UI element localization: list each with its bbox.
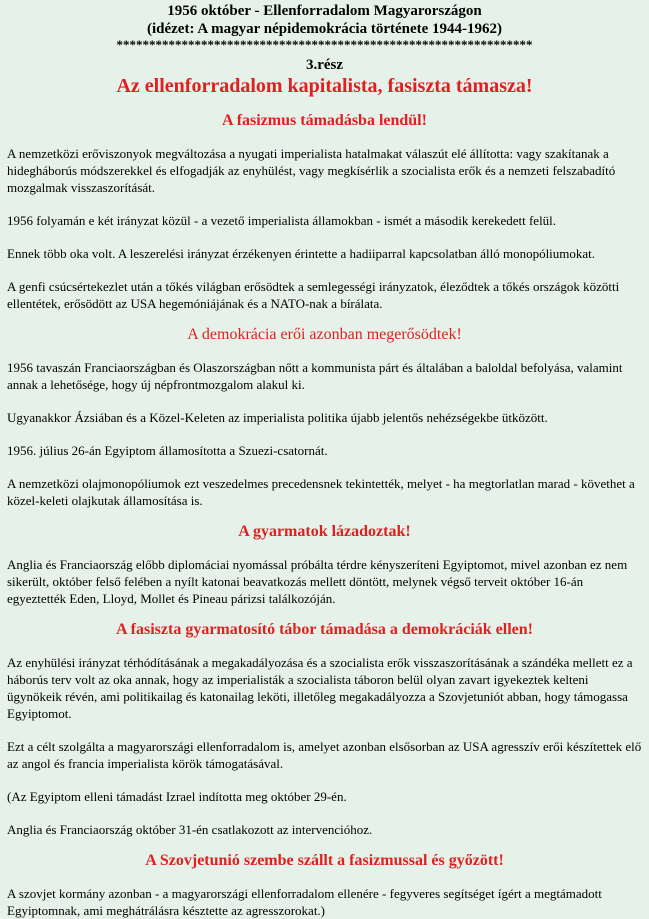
paragraph: Anglia és Franciaország október 31-én csatlakozott az intervencióhoz. (7, 822, 373, 837)
paragraph: Ezt a célt szolgálta a magyarországi ellenforradalom is, amelyet azonban elsősorban az USA agresszív erői készítettek elő az angol és francia imperialista körök támogatásával. (7, 739, 642, 771)
paragraph: Ugyanakkor Ázsiában és a Közel-Keleten az imperialista politika újabb jelentős nehézségekbe ütközött. (7, 410, 548, 425)
paragraph: Az enyhülési irányzat térhódításának a megakadályozása és a szocialista erők visszaszorításának a szándéka mellett ez a háborús terv volt az oka annak, hogy az imperialisták a szocialista táboron belül olyan zavart igyekeztek kelteni ügynökeik révén, ami politikailag és katonailag leköti, illetőleg megakadályozza a Szovjetuniót abban, hogy támogassa Egyiptomot. (7, 655, 633, 721)
paragraph: 1956. július 26-án Egyiptom államosította a Szuezi-csatornát. (7, 443, 328, 458)
section-heading: A gyarmatok lázadoztak! (238, 523, 411, 540)
paragraph: Ennek több oka volt. A leszerelési irányzat érzékenyen érintette a hadiiparral kapcsolatban álló monopóliumokat. (7, 246, 596, 261)
main-title: Az ellenforradalom kapitalista, fasiszta támasza! (116, 75, 533, 97)
part-label: 3.rész (305, 57, 344, 73)
paragraph: A genfi csúcsértekezlet után a tőkés világban erősödtek a semlegességi irányzatok, éleződtek a tőkés országok közötti ellentétek, erősödött az USA hegemóniájának és a NATO-nak a bírálata. (7, 279, 620, 311)
section-heading: A fasizmus támadásba lendül! (222, 112, 427, 129)
separator-stars: **************************************************************** (116, 38, 533, 51)
paragraph: (Az Egyiptom elleni támadást Izrael indította meg október 29-én. (7, 789, 347, 804)
paragraph: A szovjet kormány azonban - a magyarországi ellenforradalom ellenére - fegyveres segítséget ígért a megtámadott Egyiptomnak, ami meghátrálásra késztette az agresszorokat.) (7, 886, 602, 918)
paragraph: 1956 tavaszán Franciaországban és Olaszországban nőtt a kommunista párt és általában a baloldal befolyása, valamint annak a lehetősége, hogy új népfrontmozgalom alakul ki. (7, 360, 623, 392)
paragraph: Anglia és Franciaország előbb diplomáciai nyomással próbálta térdre kényszeríteni Egyiptomot, mivel azonban ez nem sikerült, október felső felében a nyílt katonai beavatkozás mellett döntött, melynek végső terveit október 16-án egyeztették Eden, Lloyd, Mollet és Pineau párizsi találkozóján. (7, 557, 628, 606)
paragraph: 1956 folyamán e két irányzat közül - a vezető imperialista államokban - ismét a második kerekedett felül. (7, 213, 557, 228)
paragraph: A nemzetközi erőviszonyok megváltozása a nyugati imperialista hatalmakat válaszút elé állította: vagy szakítanak a hidegháborús módszerekkel és elfogadják az enyhülést, vagy megkísérlik a szocialista erők és a nemzeti felszabadító mozgalmak visszaszorítását. (7, 146, 616, 195)
section-heading: A Szovjetunió szembe szállt a fasizmussal és győzött! (145, 852, 504, 869)
section-heading: A fasiszta gyarmatosító tábor támadása a demokráciák ellen! (116, 621, 533, 638)
section-heading: A demokrácia erői azonban megerősödtek! (187, 326, 462, 343)
document-title: 1956 október - Ellenforradalom Magyarországon (167, 3, 482, 19)
document-source: (idézet: A magyar népidemokrácia története 1944-1962) (146, 21, 503, 37)
paragraph: A nemzetközi olajmonopóliumok ezt veszedelmes precedensnek tekintették, melyet - ha megtorlatlan marad - követhet a közel-keleti olajkutak államosítása is. (7, 476, 635, 508)
